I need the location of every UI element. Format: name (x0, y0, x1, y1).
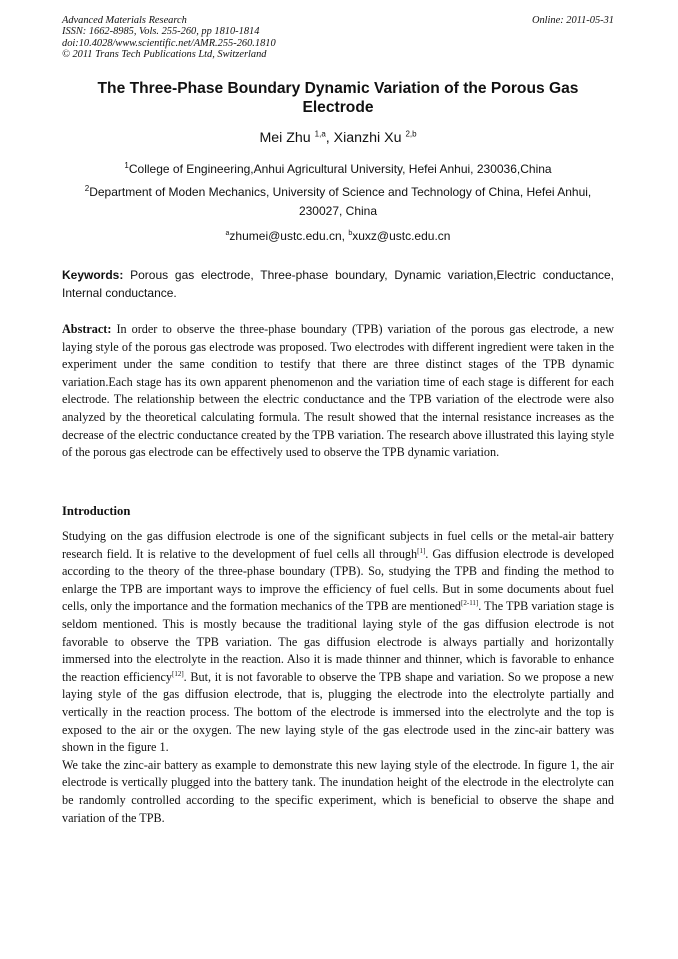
paper-title (62, 80, 614, 117)
journal-name: Advanced Materials Research (62, 15, 187, 26)
intro-p1-part-d: . But, it is not favorable to observe the TPB shape and variation. So we propose a new laying style of the gas diffusion electrode, that is, plugging the electrode into the electrolyte partially and vertically in the reaction process. The bottom of the electrode is immersed into the electrolyte and the top is exposed to the air or the oxygen. The new laying style of the gas electrode used in the zinc-air battery was shown in the figure 1. (62, 669, 614, 755)
author-2: Xianzhi Xu (333, 130, 406, 146)
affiliation-1-sup: 1 (124, 161, 129, 170)
abstract-label: Abstract: (62, 322, 112, 336)
affiliation-1 (62, 160, 614, 179)
intro-paragraph-2: We take the zinc-air battery as example to demonstrate this new laying style of the electrode. In figure 1, the air electrode is vertically plugged into the battery tank. The inundation height of the electrode in the electrolyte can be randomly controlled according to the specific experiment, which is beneficial to observe the shape and variation of the TPB. (62, 757, 614, 825)
abstract-text: In order to observe the three-phase boundary (TPB) variation of the porous gas electrode, a new laying style of the porous gas electrode was proposed. Two electrodes with different ingredient were taken in the experiment under the same condition to testify that there are three distinct stages of the TPB dynamic variation.Each stage has its own apparent phenomenon and the variation time of each stage is different for each electrode. The relationship between the electric conductance and the TPB variation of the electrode were also analyzed by the theoretical calculating formula. The result showed that the internal resistance increases as the decrease of the electric conductance created by the TPB variation. The research above illustrated this laying style of the porous gas electrode can be effectively used to observe the TPB dynamic variation. (62, 322, 614, 460)
intro-p1-part-c: . The TPB variation stage is seldom mentioned. This is mostly because the traditional laying style of the gas diffusion electrode is not favorable to observe the TPB variation. The gas diffusion electrode is always partially and horizontally immersed into the electrolyte in the reaction. Also it is made thinner and thinner, which is favorable to enhance the reaction efficiency (62, 599, 614, 684)
citation-ref-1: [1] (417, 546, 426, 555)
journal-header (62, 15, 276, 61)
affiliation-2-text: Department of Moden Mechanics, University of Science and Technology of China, Hefei Anhui, (89, 185, 592, 199)
affiliation-2-line-2: 230027, China (298, 204, 378, 218)
email-a: zhumei@ustc.edu.cn, (229, 229, 349, 243)
citation-ref-12: [12] (172, 669, 184, 678)
affiliation-2-sup: 2 (84, 184, 90, 193)
email-b: xuxz@ustc.edu.cn (352, 229, 451, 243)
email-b-sup: b (348, 230, 353, 237)
introduction-body (62, 528, 614, 827)
affiliation-2 (62, 183, 614, 221)
journal-issn: ISSN: 1662-8985, Vols. 255-260, pp 1810-1814 (62, 26, 260, 38)
author-separator: , (325, 130, 334, 146)
keywords-text: Porous gas electrode, Three-phase boundary, Dynamic variation,Electric conductance, Internal conductance. (62, 268, 614, 300)
emails (62, 227, 614, 246)
abstract (62, 321, 614, 462)
intro-paragraph-1 (62, 528, 614, 757)
keywords-label: Keywords: (62, 268, 124, 282)
author-line (62, 129, 614, 147)
intro-p1-part-a: Studying on the gas diffusion electrode is one of the significant subjects in fuel cells or the metal-air battery research field. It is relative to the development of fuel cells all through (62, 529, 614, 561)
introduction-heading: Introduction (62, 504, 131, 518)
journal-copyright: © 2011 Trans Tech Publications Ltd, Switzerland (62, 49, 267, 61)
affiliation-2-line-1 (62, 183, 614, 202)
author-1: Mei Zhu (259, 130, 315, 146)
intro-p1-part-b: . Gas diffusion electrode is developed according to the theory of the three-phase boundary (TPB). So, studying the TPB and finding the method to enlarge the TPB are important ways to improve the efficiency of fuel cells. But in some documents about fuel cells, only the importance and the formation mechanics of the TPB are mentioned (62, 546, 615, 614)
keywords (62, 266, 614, 302)
journal-doi: doi:10.4028/www.scientific.net/AMR.255-260.1810 (62, 37, 276, 49)
title-line-2: Electrode (302, 98, 374, 116)
citation-ref-2-11: [2-11] (461, 599, 479, 608)
online-date: Online: 2011-05-31 (531, 15, 614, 26)
email-a-sup: a (225, 230, 230, 237)
author-2-sup: 2,b (405, 129, 417, 139)
affiliation-1-text: College of Engineering,Anhui Agricultural University, Hefei Anhui, 230036,China (128, 162, 552, 176)
author-1-sup: 1,a (314, 129, 326, 139)
title-line-1: The Three-Phase Boundary Dynamic Variation of the Porous Gas (97, 80, 579, 97)
